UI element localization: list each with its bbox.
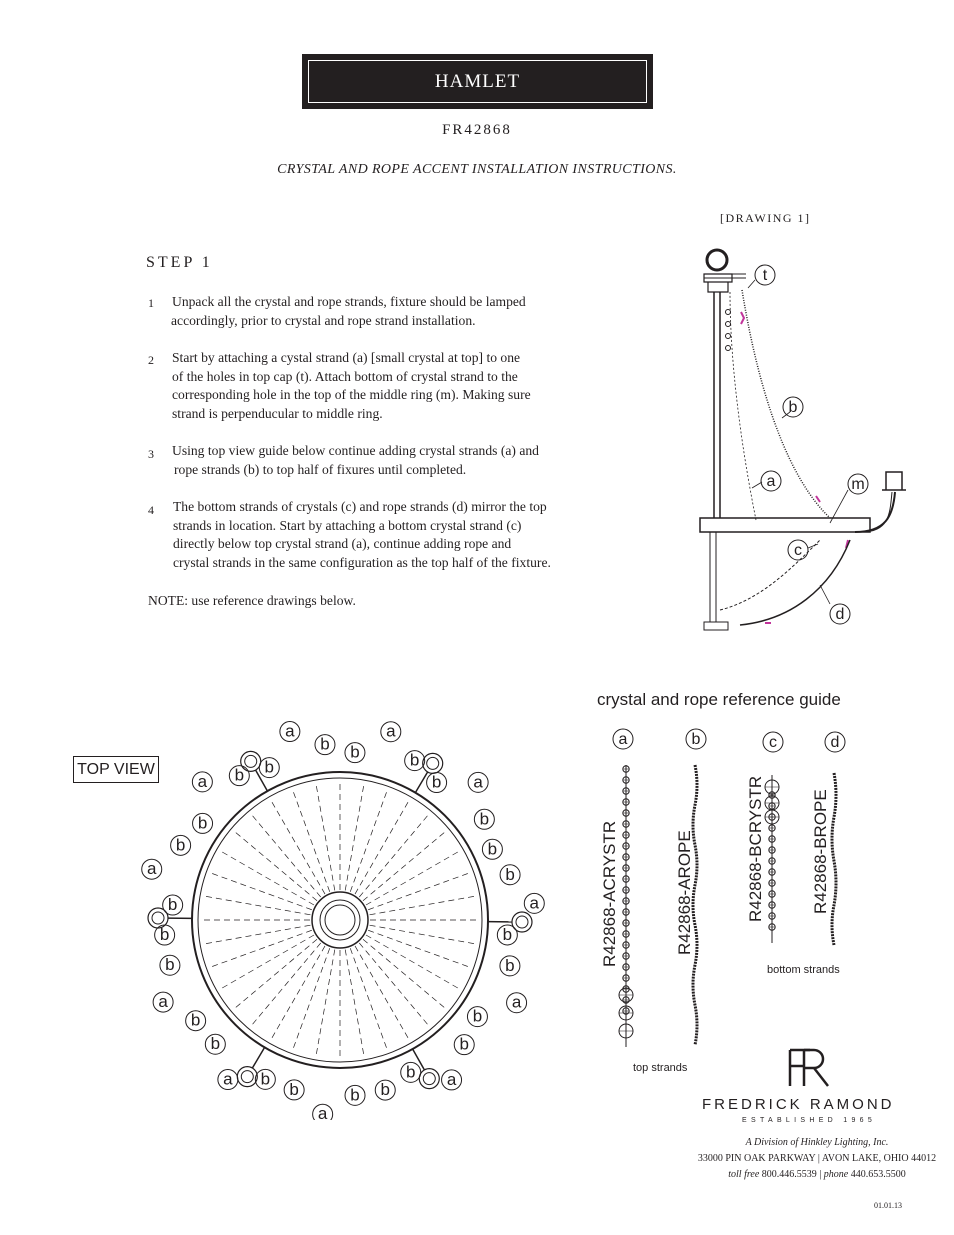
top-view-letter: b — [409, 750, 420, 770]
document-date: 01.01.13 — [874, 1201, 902, 1210]
model-number: FR42868 — [442, 122, 512, 138]
guide-letter-c: c — [769, 734, 777, 751]
label-t: t — [762, 267, 768, 284]
instruction-4: The bottom strands of crystals (c) and rope strands (d) mirror the top strands in location. Start by attaching a bottom crystal strand (c) directly below top crystal strand (a), continue adding rope and crystal strands in the same configuration as the top half of the fixture. — [173, 499, 551, 570]
top-view-letter: a — [529, 893, 540, 913]
division-text: A Division of Hinkley Lighting, Inc. — [745, 1137, 889, 1148]
instruction-2: Start by attaching a cystal strand (a) [small crystal at top] to one of the holes in top cap (t). Attach bottom of crystal strand to the corresponding hole in the top of the middle ring (m). Making sure strand is perpenducular to middle ring. — [172, 350, 531, 421]
label-d: d — [835, 606, 845, 623]
part-number-b: R42868-AROPE — [675, 830, 694, 955]
top-view-letter: b — [487, 839, 498, 859]
reference-guide-title: crystal and rope reference guide — [597, 690, 841, 709]
top-view-letter: b — [289, 1079, 299, 1099]
phone-line: toll free 800.446.5539 | phone 440.653.5500 — [728, 1169, 906, 1180]
top-view-letter: b — [459, 1034, 469, 1054]
title-banner — [302, 54, 653, 109]
label-c: c — [794, 542, 802, 559]
top-view-letter: b — [197, 813, 208, 833]
top-view-letter: b — [405, 1062, 416, 1082]
product-title: HAMLET — [308, 60, 647, 103]
instruction-1: Unpack all the crystal and rope strands, fixture should be lamped accordingly, prior to crystal and rope strand installation. — [171, 294, 526, 328]
label-m: m — [851, 476, 865, 493]
top-view-label: TOP VIEW — [73, 756, 159, 783]
top-cap — [704, 274, 732, 292]
top-view-letter: b — [210, 1034, 221, 1054]
guide-letter-d: d — [830, 734, 840, 751]
middle-ring — [700, 518, 870, 532]
step-number: 1 — [148, 296, 154, 310]
top-view-letter: a — [317, 1104, 328, 1120]
label-b: b — [788, 399, 798, 416]
note-text: NOTE: use reference drawings below. — [148, 593, 356, 608]
rope-strand-d — [832, 773, 836, 945]
top-view-letter: b — [159, 925, 170, 945]
top-view-letter: b — [350, 742, 360, 762]
top-view-letter: b — [505, 864, 515, 884]
top-view-letter: a — [197, 771, 208, 791]
top-view-letter: b — [502, 924, 513, 944]
top-view-letter: b — [167, 895, 178, 915]
top-view-letter: b — [175, 835, 186, 855]
top-view-letter: b — [505, 955, 515, 975]
top-view-letter: b — [190, 1010, 201, 1030]
guide-letter-a: a — [618, 731, 628, 748]
step-number: 4 — [148, 503, 154, 517]
top-view-letter: b — [431, 772, 442, 792]
top-view-letter: b — [350, 1085, 360, 1105]
bottom-strands-label: bottom strands — [767, 964, 840, 976]
top-view-diagram — [140, 720, 560, 1120]
address-text: 33000 PIN OAK PARKWAY | AVON LAKE, OHIO 44012 — [697, 1153, 937, 1164]
fr-logo-mark — [786, 1048, 834, 1088]
guide-letter-b: b — [691, 731, 701, 748]
drawing-label: [DRAWING 1] — [720, 211, 811, 225]
top-view-letter: a — [223, 1069, 233, 1089]
top-view-letter: a — [473, 772, 483, 792]
drawing-1 — [690, 240, 920, 640]
top-view-letter: a — [386, 721, 396, 741]
top-view-letter: a — [147, 859, 157, 879]
hanging-loop — [707, 250, 727, 270]
crystal-strand-a — [619, 765, 633, 1047]
crystal-strand-c — [765, 775, 779, 943]
top-view-letter: b — [320, 734, 330, 754]
label-a: a — [766, 473, 776, 490]
top-view-letter: a — [158, 992, 168, 1012]
top-view-letter: b — [260, 1069, 271, 1089]
top-view-letter: b — [165, 955, 175, 975]
top-view-letter: a — [446, 1069, 457, 1089]
brand-name: FREDRICK RAMOND — [702, 1096, 895, 1113]
step-number: 3 — [148, 447, 154, 461]
brand-established: ESTABLISHED 1965 — [742, 1117, 877, 1124]
top-view-letter: b — [479, 809, 490, 829]
top-view-letter: a — [285, 721, 295, 741]
part-number-c: R42868-BCRYSTR — [746, 775, 765, 922]
part-number-d: R42868-BROPE — [811, 789, 830, 914]
top-view-letter: b — [264, 757, 275, 777]
step-heading: STEP 1 — [146, 254, 213, 271]
top-view-letter: b — [380, 1080, 390, 1100]
top-view-letter: b — [472, 1006, 483, 1026]
step-number: 2 — [148, 353, 154, 367]
top-view-letter: a — [511, 992, 522, 1012]
document-subtitle: CRYSTAL AND ROPE ACCENT INSTALLATION INSTRUCTIONS. — [277, 162, 677, 177]
instruction-3: Using top view guide below continue adding crystal strands (a) and rope strands (b) to top half of fixures until completed. — [172, 443, 539, 477]
top-view-letter: b — [234, 765, 245, 785]
top-strands-label: top strands — [633, 1062, 688, 1074]
part-number-a: R42868-ACRYSTR — [600, 820, 619, 967]
